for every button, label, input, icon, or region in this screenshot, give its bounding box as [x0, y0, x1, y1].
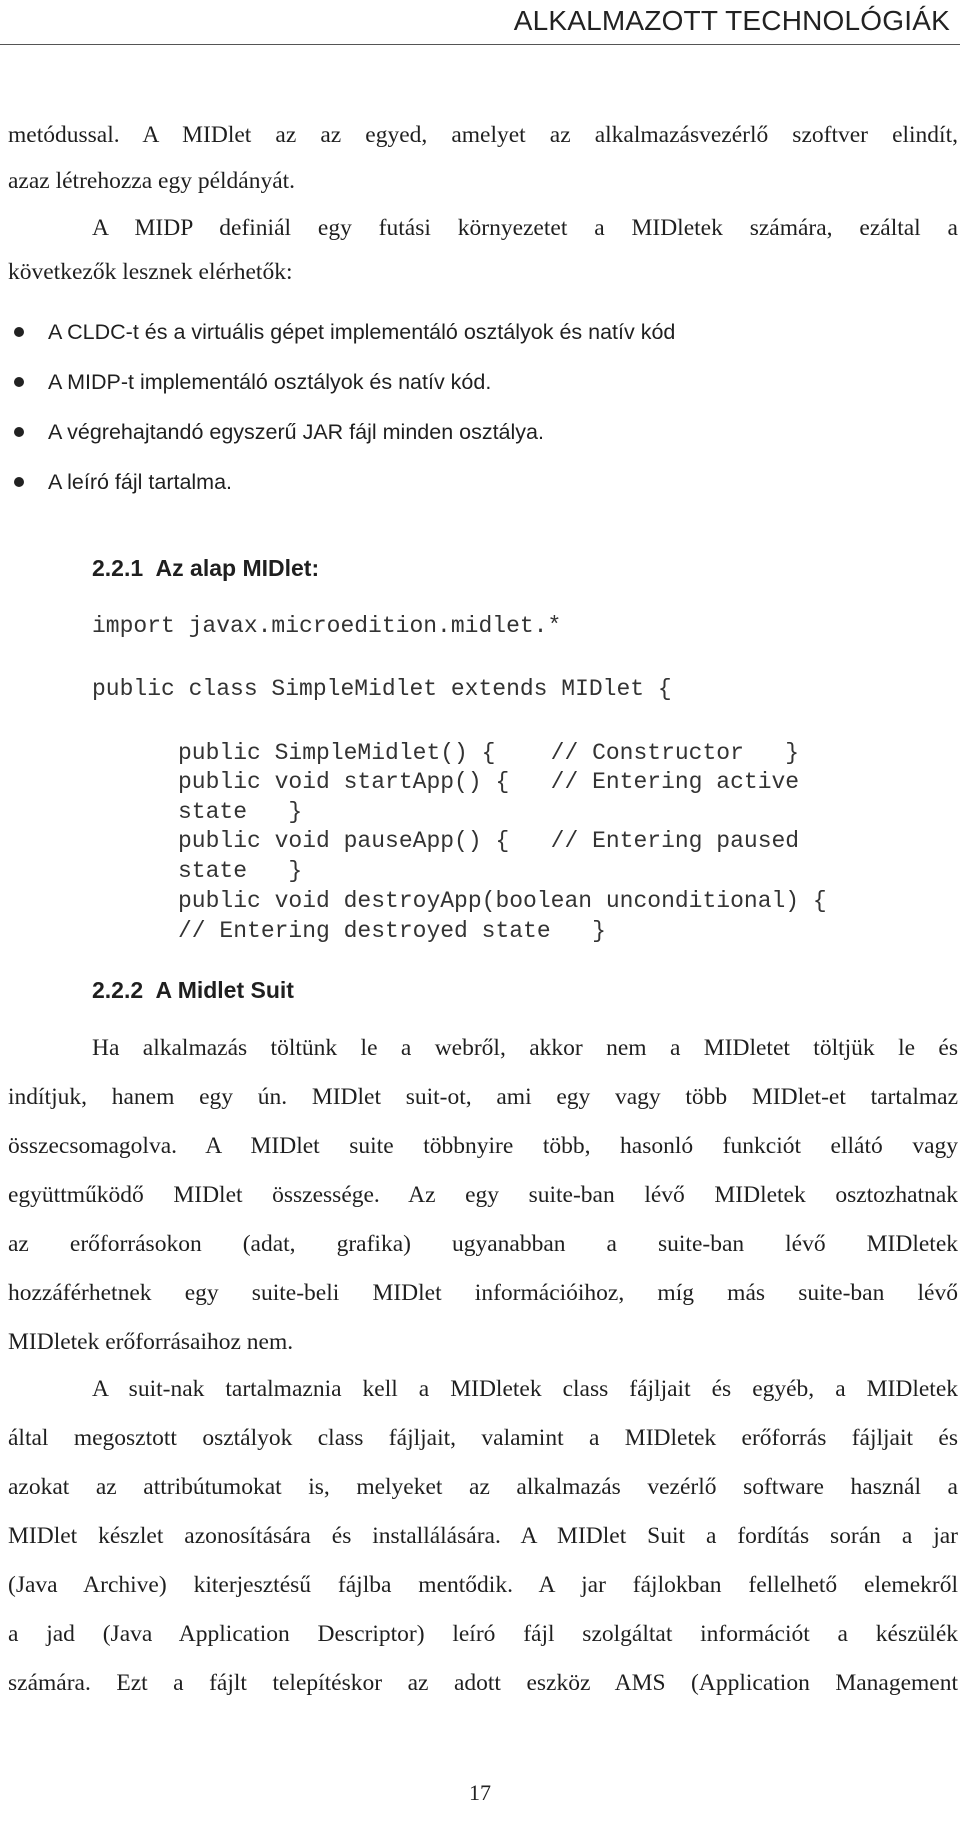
paragraph-line: által megosztott osztályok class fájljait, valamint a MIDletek erőforrás fájljait és — [8, 1425, 958, 1451]
bullet-item — [8, 307, 958, 357]
page-number: 17 — [469, 1780, 491, 1805]
section-heading-2-2-1 — [92, 555, 319, 582]
paragraph-line: A suit-nak tartalmaznia kell a MIDletek class fájljait és egyéb, a MIDletek — [92, 1376, 958, 1402]
bullet-item — [8, 357, 958, 407]
bullet-dot-icon — [14, 427, 24, 437]
intro-line-2: azaz létrehozza egy példányát. — [8, 168, 296, 194]
bullet-dot-icon — [14, 327, 24, 337]
feature-bullet-list — [8, 307, 958, 507]
bullet-item — [8, 407, 958, 457]
bullet-text: A MIDP-t implementáló osztályok és natív kód. — [48, 370, 492, 394]
bullet-text: A végrehajtandó egyszerű JAR fájl minden osztálya. — [48, 420, 544, 444]
paragraph-line: az erőforrásokon (adat, grafika) ugyanabban a suite-ban lévő MIDletek — [8, 1231, 958, 1257]
bullet-dot-icon — [14, 377, 24, 387]
code-line: public void pauseApp() { // Entering paused — [178, 828, 800, 854]
bullet-item — [8, 457, 958, 507]
bullet-dot-icon — [14, 477, 24, 487]
paragraph-line: együttműködő MIDlet összessége. Az egy suite-ban lévő MIDletek osztozhatnak — [8, 1182, 958, 1208]
paragraph-line: Ha alkalmazás töltünk le a webről, akkor nem a MIDletet töltjük le és — [92, 1035, 958, 1061]
page-header — [0, 0, 960, 45]
paragraph-line: azokat az attribútumokat is, melyeket az alkalmazás vezérlő software használ a — [8, 1474, 958, 1500]
section-number: 2.2.1 — [92, 555, 144, 581]
paragraph-line: (Java Archive) kiterjesztésű fájlba mentődik. A jar fájlokban fellelhető elemekről — [8, 1572, 958, 1598]
bullet-text: A leíró fájl tartalma. — [48, 470, 233, 494]
section-title: Az alap MIDlet: — [155, 555, 320, 581]
para2-line-2: következők lesznek elérhetők: — [8, 259, 293, 285]
code-line: // Entering destroyed state } — [178, 918, 606, 944]
paragraph-line: MIDletek erőforrásaihoz nem. — [8, 1329, 294, 1355]
code-line: public SimpleMidlet() { // Constructor } — [178, 740, 800, 766]
paragraph-line: indítjuk, hanem egy ún. MIDlet suit-ot, ami egy vagy több MIDlet-et tartalmaz — [8, 1084, 958, 1110]
paragraph-line: összecsomagolva. A MIDlet suite többnyire több, hasonló funkciót ellátó vagy — [8, 1133, 958, 1159]
code-line: public void destroyApp(boolean unconditional) { — [178, 888, 827, 914]
section-title: A Midlet Suit — [155, 977, 294, 1003]
paragraph-line: MIDlet készlet azonosítására és installálására. A MIDlet Suit a fordítás során a jar — [8, 1523, 958, 1549]
running-header-title: ALKALMAZOTT TECHNOLÓGIÁK — [513, 5, 950, 36]
code-line: state } — [178, 799, 303, 825]
paragraph-line: számára. Ezt a fájlt telepítéskor az adott eszköz AMS (Application Management — [8, 1670, 958, 1696]
code-import-line: import javax.microedition.midlet.* — [92, 613, 562, 639]
section-heading-2-2-2 — [92, 977, 294, 1004]
bullet-text: A CLDC-t és a virtuális gépet implementáló osztályok és natív kód — [48, 320, 676, 344]
code-class-line: public class SimpleMidlet extends MIDlet { — [92, 676, 672, 702]
intro-line-1: metódussal. A MIDlet az az egyed, amelyet az alkalmazásvezérlő szoftver elindít, — [8, 122, 958, 148]
paragraph-line: hozzáférhetnek egy suite-beli MIDlet információihoz, míg más suite-ban lévő — [8, 1280, 958, 1306]
section-number: 2.2.2 — [92, 977, 144, 1003]
code-line: state } — [178, 858, 303, 884]
code-line: public void startApp() { // Entering active — [178, 769, 800, 795]
para2-line-1: A MIDP definiál egy futási környezetet a MIDletek számára, ezáltal a — [92, 215, 958, 241]
paragraph-line: a jad (Java Application Descriptor) leíró fájl szolgáltat információt a készülék — [8, 1621, 958, 1647]
